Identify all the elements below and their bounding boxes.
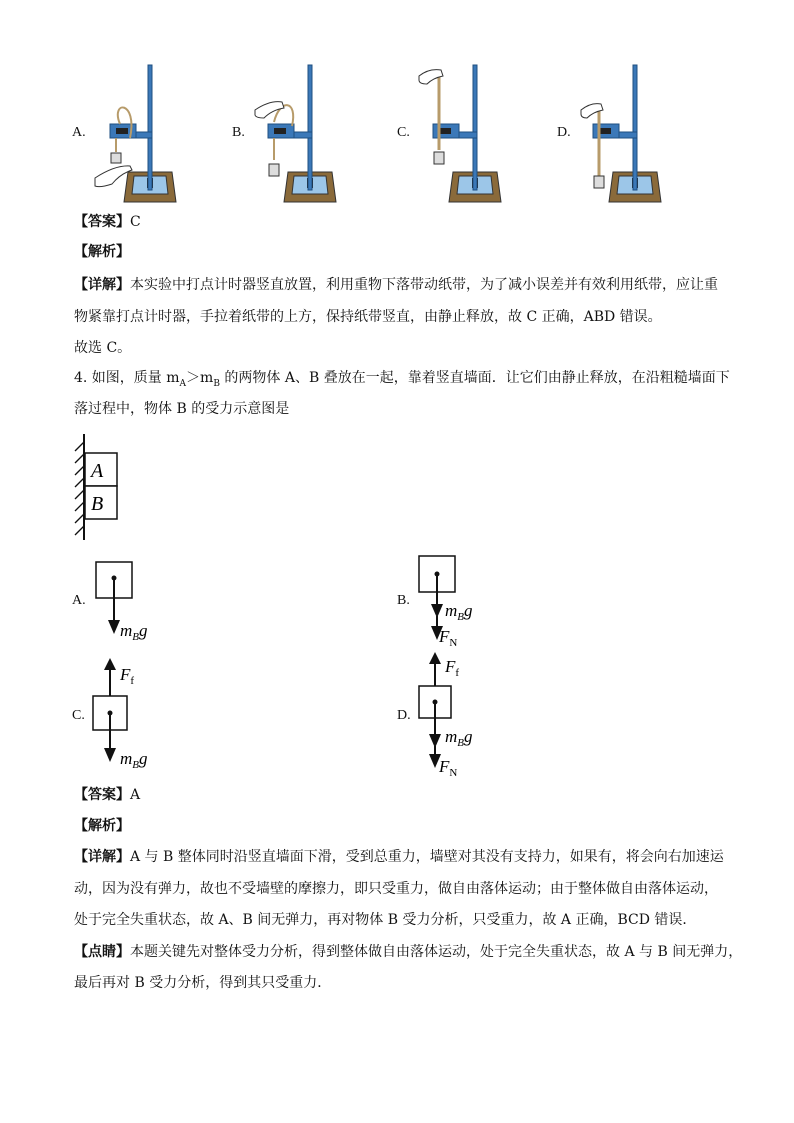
q3-analysis-tag: 【解析】 xyxy=(74,244,130,260)
q4-option-a-diagram xyxy=(90,558,180,648)
force-label-g: g xyxy=(464,727,473,746)
force-label-g: g xyxy=(464,601,473,620)
q4-wall-figure xyxy=(70,432,130,544)
q4-answer-value: A xyxy=(130,787,141,803)
force-label-sub: B xyxy=(132,759,140,771)
q3-option-b-letter: B. xyxy=(232,125,245,140)
q3-answer-value: C xyxy=(130,214,141,230)
q3-option-d-apparatus xyxy=(575,60,685,205)
force-label-f-sub: f xyxy=(455,667,460,679)
q4-comment-line-1 xyxy=(74,942,742,962)
q4-option-a-letter: A. xyxy=(72,593,86,608)
q4-analysis-tag: 【解析】 xyxy=(74,818,130,834)
wall-hatching xyxy=(75,442,84,535)
force-label-ff: F xyxy=(445,657,456,676)
svg-text:FN xyxy=(438,757,457,779)
gravity-arrow xyxy=(104,748,116,762)
force-label-fn: F xyxy=(439,627,450,646)
q4-stem-line-1 xyxy=(74,368,730,394)
force-label-sub: B xyxy=(457,611,465,623)
q3-option-a-apparatus xyxy=(90,60,200,205)
force-label-ff: F xyxy=(120,665,131,684)
q3-option-b-apparatus xyxy=(250,60,360,205)
q3-conclusion: 故选 C。 xyxy=(74,340,132,356)
q4-stem-sub-a: A xyxy=(179,378,187,389)
q4-stem-sub-b: B xyxy=(213,378,220,389)
q4-comment-text-1: 本题关键先对整体受力分析，得到整体做自由落体运动，处于完全失重状态，故 A 与 B 间无弹力， xyxy=(130,944,743,960)
svg-text:Ff xyxy=(119,665,134,687)
q4-detail-line-2: 动，因为没有弹力，故也不受墙壁的摩擦力，即只受重力，做自由落体运动；由于整体做自由落体运动， xyxy=(74,881,718,897)
q3-detail-tag: 【详解】 xyxy=(74,277,130,293)
force-label-fn: F xyxy=(439,757,450,776)
q4-detail-tag: 【详解】 xyxy=(74,849,130,865)
force-label-m: m xyxy=(120,621,133,640)
q4-answer xyxy=(74,785,140,805)
force-label-m: m xyxy=(445,727,458,746)
svg-text:FN xyxy=(438,627,457,649)
q4-stem-line-2: 落过程中，物体 B 的受力示意图是 xyxy=(74,401,290,417)
q4-stem-gt: ＞m xyxy=(186,370,214,386)
q3-answer xyxy=(74,212,141,232)
force-label-sub: B xyxy=(132,631,140,643)
q4-option-d-diagram xyxy=(413,650,503,780)
q4-detail-text-1: A 与 B 整体同时沿竖直墙面下滑，受到总重力，墙壁对其没有支持力，如果有，将会向右加速运 xyxy=(130,849,724,865)
q4-detail-line-3: 处于完全失重状态，故 A、B 间无弹力，再对物体 B 受力分析，只受重力，故 A 正确，BCD 错误． xyxy=(74,912,697,928)
force-label-n-sub: N xyxy=(449,637,458,649)
force-label-sub: B xyxy=(457,737,465,749)
force-label-g: g xyxy=(139,621,148,640)
force-label-n-sub: N xyxy=(449,767,458,779)
svg-text:Ff xyxy=(444,657,459,679)
q4-stem-text-1: 4. 如图，质量 m xyxy=(74,370,180,386)
q4-comment-line-2: 最后再对 B 受力分析，得到其只受重力． xyxy=(74,975,332,991)
q4-detail-line-1 xyxy=(74,847,724,867)
force-label-m: m xyxy=(445,601,458,620)
q4-option-c-diagram xyxy=(90,656,180,771)
friction-arrow xyxy=(104,658,116,670)
q3-option-c-letter: C. xyxy=(397,125,410,140)
q4-answer-tag: 【答案】 xyxy=(74,787,130,803)
svg-text:mBg xyxy=(120,749,148,771)
q3-answer-tag: 【答案】 xyxy=(74,214,130,230)
q3-option-c-apparatus xyxy=(415,60,525,205)
q3-detail-line-2: 物紧靠打点计时器，手拉着纸带的上方，保持纸带竖直，由静止释放，故 C 正确，ABD 错误。 xyxy=(74,309,662,325)
q4-comment-tag: 【点睛】 xyxy=(74,944,130,960)
q4-option-c-letter: C. xyxy=(72,708,85,723)
q3-detail-text-1: 本实验中打点计时器竖直放置，利用重物下落带动纸带，为了减小误差并有效利用纸带，应让重 xyxy=(130,277,718,293)
force-label-m: m xyxy=(120,749,133,768)
q3-detail-line-1 xyxy=(74,275,718,295)
force-label-f-sub: f xyxy=(130,675,135,687)
q4-option-d-letter: D. xyxy=(397,708,411,723)
q4-option-b-diagram xyxy=(413,552,503,652)
block-a-label: A xyxy=(91,460,104,482)
q4-option-b-letter: B. xyxy=(397,593,410,608)
gravity-arrow xyxy=(108,620,120,634)
q4-stem-text-rest: 的两物体 A、B 叠放在一起，靠着竖直墙面．让它们由静止释放，在沿粗糙墙面下 xyxy=(219,370,730,386)
svg-text:mBg xyxy=(445,601,473,623)
force-label-g: g xyxy=(139,749,148,768)
q3-option-d-letter: D. xyxy=(557,125,571,140)
svg-text:mBg xyxy=(120,621,148,643)
q3-option-a-letter: A. xyxy=(72,125,86,140)
svg-text:mBg xyxy=(445,727,473,749)
block-b-label: B xyxy=(91,493,104,515)
